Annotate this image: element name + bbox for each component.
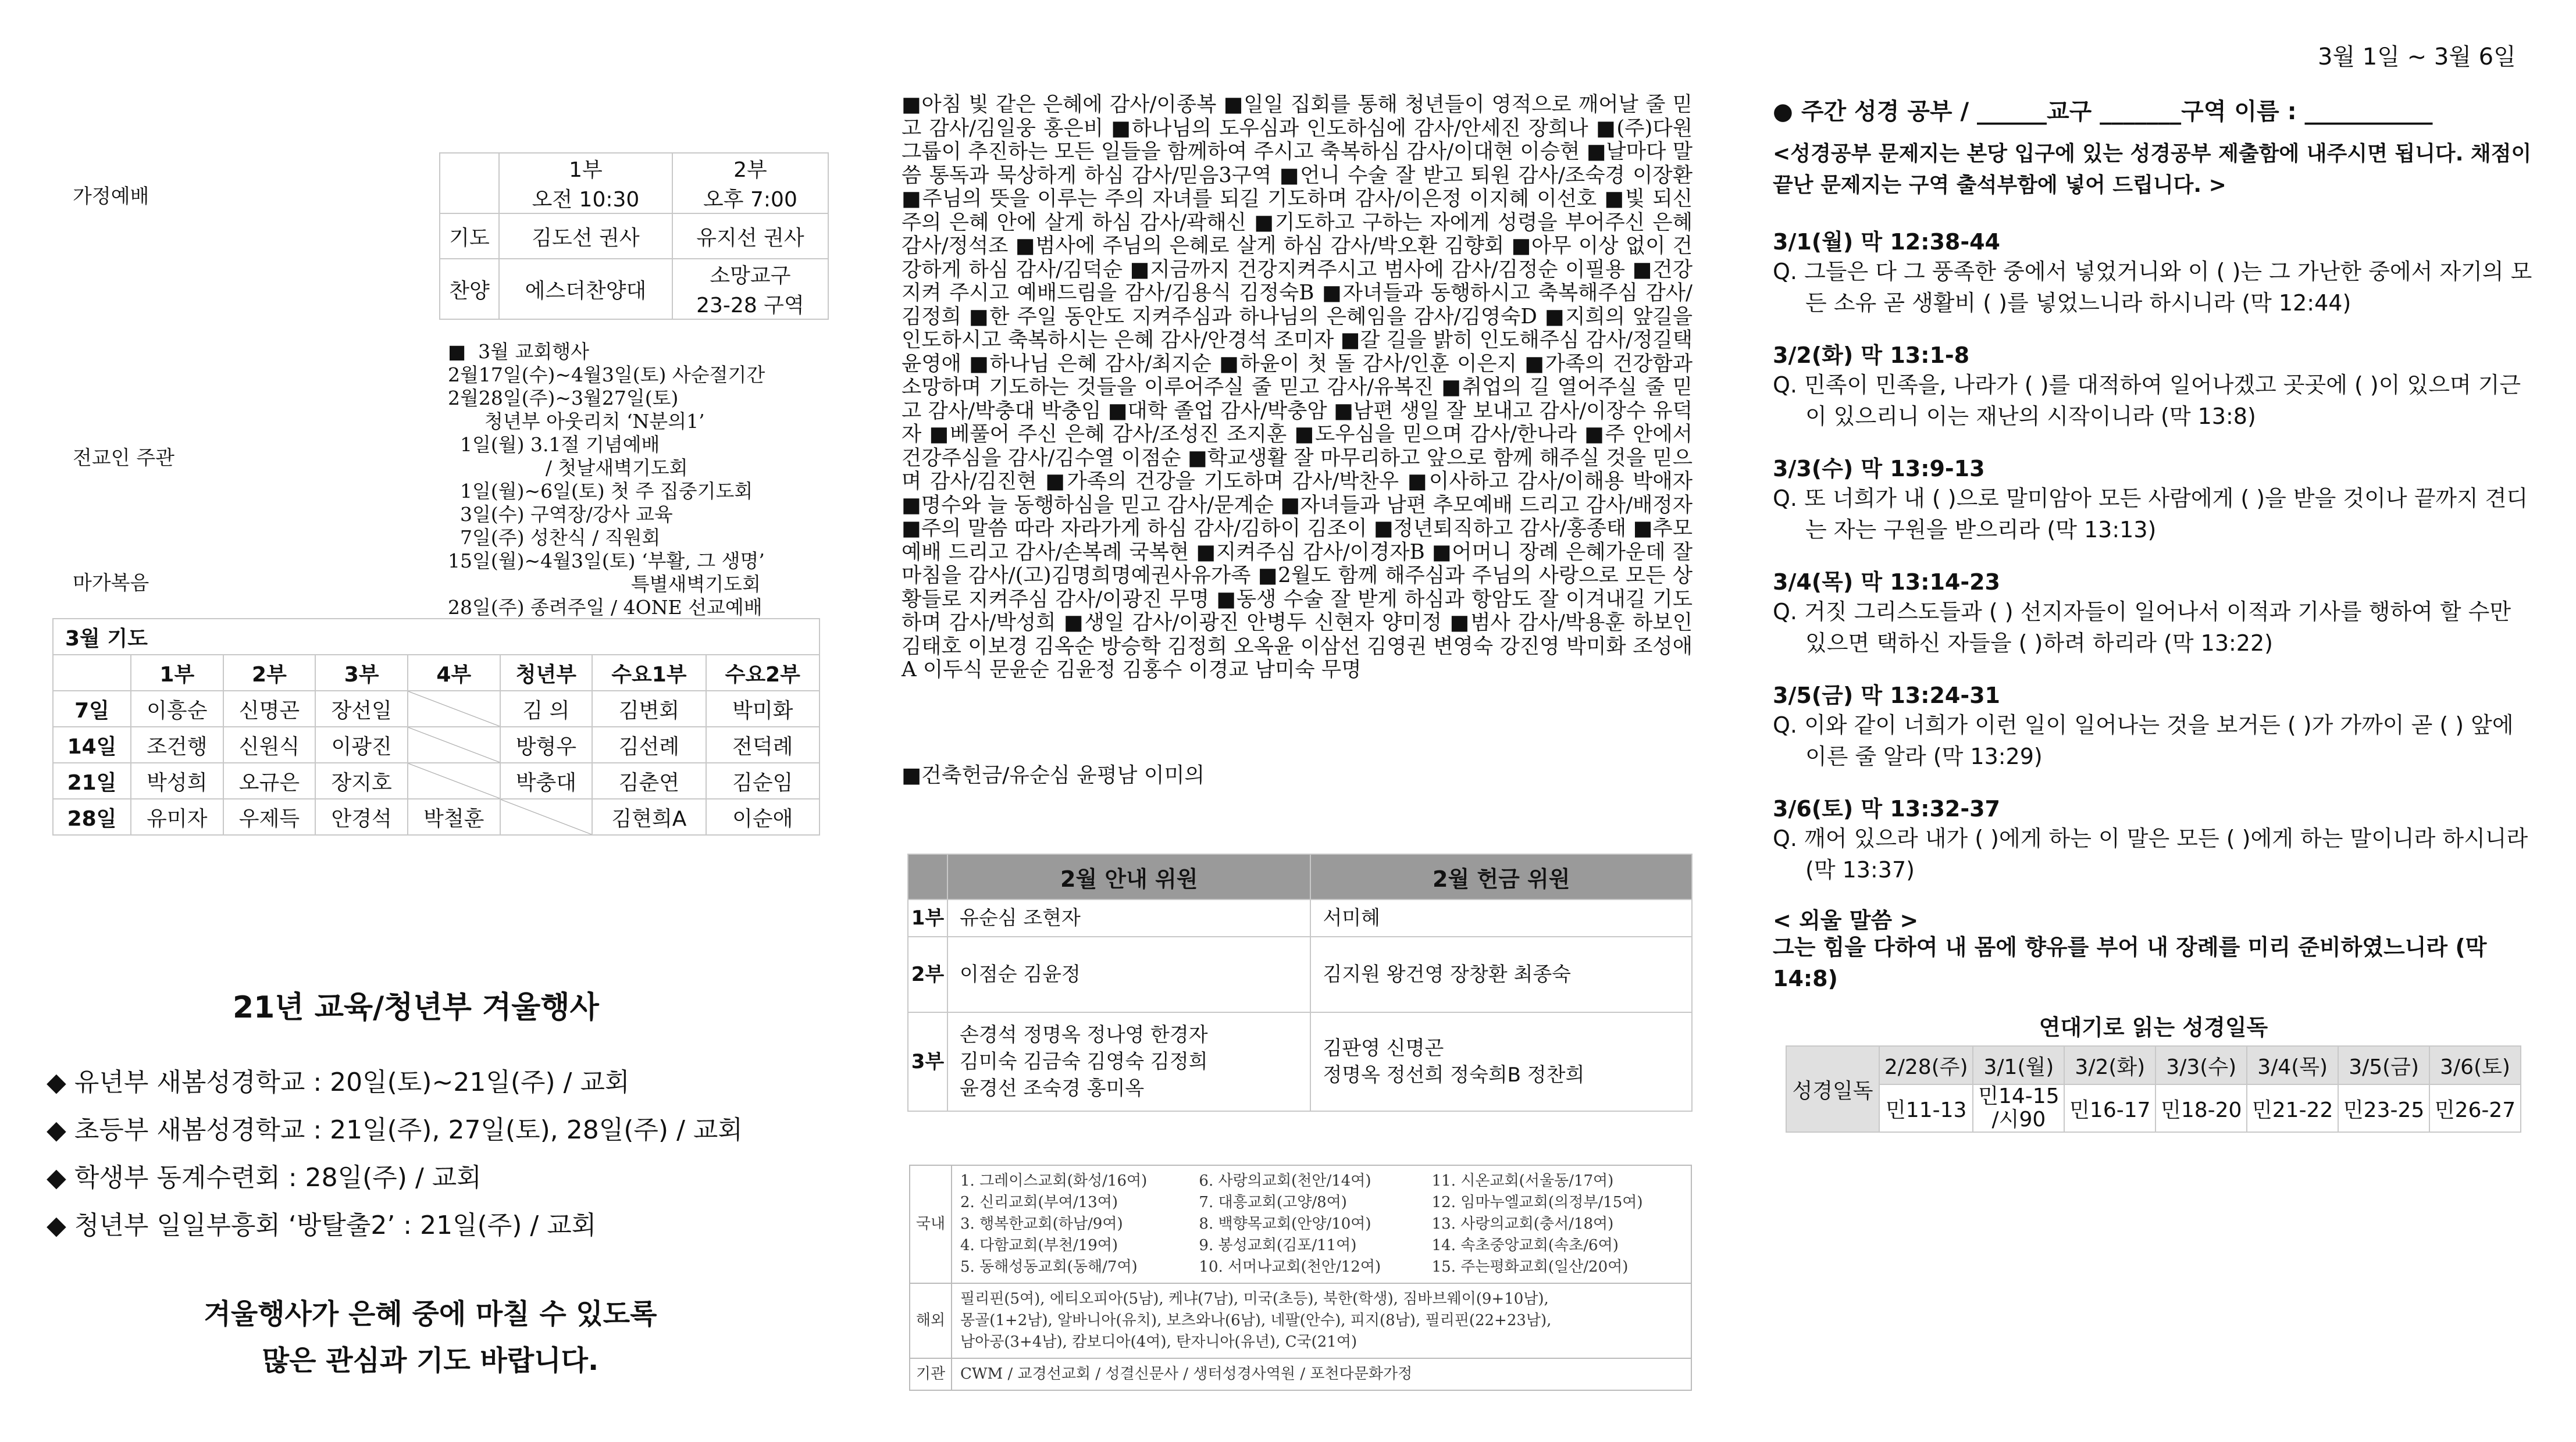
prayer-cell: 신명곤 [223,691,316,727]
diamond-bullet-icon: ◆ [47,1115,74,1145]
chrono-date: 2/28(주) [1879,1046,1973,1084]
thanksgiving-list: ■아침 빛 같은 은혜에 감사/이종복 ■일일 집회를 통해 청년들이 영적으로 깨어날 줄 믿고 감사/김일웅 홍은비 ■하나님의 도우심과 인도하심에 감사/안세진 장희나 ■(주)다원그룹이 추진하는 모든 일들을 함께하여 주시고 축복하심 감사/이대현 이승현 ■날마다 말씀 통독과 묵상하게 하심 감사/믿음3구역 ■언니 수술 잘 받고 퇴원 감사/조숙경 이장환 ■주님의 뜻을 이루는 주의 자녀를 되길 기도하며 감사/이은정 이지혜 이선호 ■빛 되신 주의 은혜 안에 살게 하심 감사/곽해신 ■기도하고 구하는 자에게 성령을 부어주신 은혜 감사/정석조 ■범사에 주님의 은혜로 살게 하심 감사/박오환 김향회 ■아무 이상 없이 건강하게 하심 감사/김덕순 ■지금까지 건강지켜주시고 범사에 감사/김정순 이필용 ■건강지켜 주시고 예배드림을 감사/김용식 김정숙B ■자녀들과 동행하시고 축복해주심 감사/김정희 ■한 주일 동안도 지켜주심과 하나님의 은혜임을 감사/김영숙D ■지희의 앞길을 인도하시고 축복하시는 은혜 감사/안경석 조미자 ■갈 길을 밝히 인도해주심 감사/정길택 윤영애 ■하나님 은혜 감사/최지순 ■하윤이 첫 돌 감사/인훈 이은지 ■가족의 건강함과 소망하며 기도하는 것들을 이루어주실 줄 믿고 감사/유복진 ■취업의 길 열어주실 줄 믿고 감사/박충대 박충임 ■대학 졸업 감사/박충암 ■남편 생일 잘 보내고 감사/이장수 유덕자 ■베풀어 주신 은혜 감사/조성진 조지훈 ■도우심을 믿으며 감사/한나라 ■주 안에서 건강주심을 감사/김수열 이점순 ■학교생활 잘 마무리하고 앞으로 함께 해주실 것을 믿으며 감사/김진현 ■가족의 건강을 기도하며 감사/박찬우 ■이사하고 감사/이해용 박애자 ■명수와 늘 동행하심을 믿고 감사/문계순 ■자녀들과 남편 추모예배 드리고 감사/배정자 ■주의 말씀 따라 자라가게 하심 감사/김하이 김조이 ■정년퇴직하고 감사/홍종태 ■추모예배 드리고 감사/손복례 국복현 ■지켜주심 감사/이경자B ■어머니 장례 은혜가운데 잘 마침을 감사/(고)김명희명예권사유가족 ■2월도 함께 해주심과 주님의 사랑으로 모든 상황들로 지켜주심 감사/이광진 무명 ■동생 수술 잘 받게 하심과 항암도 잘 이겨내길 기도하며 감사/박성희 ■생일 감사/이광진 안병두 신현자 양미정 ■범사 감사/박용훈 하보인 김태호 이보경 김옥순 방승학 김정희 오옥윤 이삼선 김영권 변영숙 강진영 박미화 조성애A 이두식 문윤순 김윤정 김홍수 이경교 남미숙 무명 [902,92,1693,681]
mission-category: 해외 [910,1283,952,1358]
memory-verse-title: < 외울 말씀 > [1773,908,1919,933]
prayer-empty-cell [408,691,500,727]
prayer-cell: 김선례 [592,727,706,763]
prayer-cell: 이광진 [315,727,408,763]
worship-role: 기도 [440,213,499,259]
prayer-cell: 방형우 [500,727,593,763]
prayer-date: 21일 [53,763,131,799]
prayer-empty-cell [408,727,500,763]
mission-domestic-col: 11. 시온교회(서울동/17여) 12. 임마누엘교회(의정부/15여) 13. 사랑의교회(충서/18여) 14. 속초중앙교회(속초/6여) 15. 주는평화교회(일산/20여) [1424,1165,1691,1283]
worship-col2-time: 오후 7:00 [703,188,797,212]
diamond-bullet-icon: ◆ [47,1163,74,1193]
duty-row-label: 3부 [908,1012,947,1111]
duty-guide-cell: 유순심 조현자 [947,900,1310,937]
prayer-cell: 조건행 [131,727,223,763]
prayer-cell: 유미자 [131,799,223,835]
worship-col1-label: 1부 [569,158,603,182]
prayer-cell: 우제득 [223,799,316,835]
duty-guide-cell: 이점순 김윤정 [947,937,1310,1012]
chrono-date: 3/1(월) [1973,1046,2064,1084]
home-worship-label: 가정예배 [73,185,149,208]
duty-header-guide: 2월 안내 위원 [947,854,1310,900]
mission-category: 기관 [910,1358,952,1390]
worship-cell: 유지선 권사 [672,213,828,259]
list-item [1773,224,2535,337]
chrono-reading: 민18-20 [2155,1084,2247,1132]
evangelist-label: 전교인 주관 [73,447,175,470]
mission-category: 국내 [910,1165,952,1283]
march-prayer-table [52,618,820,836]
church-events: ■ 3월 교회행사 2월17일(수)~4월3일(토) 사순절기간 2월28일(주)~3월27일(토) 청년부 아웃리치 ‘N분의1’ 1일(월) 3.1절 기념예배 / 첫날새벽기도회 1일(월)~6일(토) 첫 주 집중기도회 3일(수) 구역장/강사 교육 7일(주) 성찬식 / 직원회 15일(월)~4월3일(토) ‘부활, 그 생명’ 특별새벽기도회 28일(주) 종려주일 / 4ONE 선교예배 [448,340,765,619]
study-day-title: 3/6(토) 막 13:32-37 [1773,796,2000,822]
worship-cell: 김도선 권사 [499,213,672,259]
left-column [41,0,843,1442]
chrono-date: 3/4(목) [2247,1046,2338,1084]
prayer-date: 28일 [53,799,131,835]
prayer-cell: 전덕례 [706,727,820,763]
prayer-cell: 박철훈 [408,799,500,835]
prayer-cell: 안경석 [315,799,408,835]
mission-institutions: CWM / 교경선교회 / 성결신문사 / 생터성경사역원 / 포천다문화가정 [952,1358,1691,1390]
duty-row-label: 2부 [908,937,947,1012]
prayer-cell: 장지호 [315,763,408,799]
prayer-empty-cell [408,763,500,799]
prayer-row [53,727,820,763]
date-range: 3월 1일 ~ 3월 6일 [2318,44,2516,70]
prayer-cell: 박성희 [131,763,223,799]
duty-guide-cell: 손경석 정명옥 정나영 한경자 김미숙 김금숙 김영숙 김정희 윤경선 조숙경 홍미옥 [947,1012,1310,1111]
worship-col2-label: 2부 [733,158,767,182]
prayer-cell: 오규은 [223,763,316,799]
list-item [1773,564,2535,677]
study-question: Q. 그들은 다 그 풍족한 중에서 넣었거니와 이 ( )는 그 가난한 중에서 자기의 모든 소유 곧 생활비 ( )를 넣었느니라 하시니라 (막 12:44) [1773,259,2532,316]
duty-offering-cell: 서미혜 [1310,900,1692,937]
prayer-cell: 장선일 [315,691,408,727]
prayer-cell: 박미화 [706,691,820,727]
duty-offering-cell: 김판영 신명곤 정명옥 정선희 정숙희B 정찬희 [1310,1012,1692,1111]
chrono-date: 3/3(수) [2155,1046,2247,1084]
mark-gospel-label: 마가복음 [73,572,149,595]
list-item: ◆ 초등부 새봄성경학교 : 21일(주), 27일(토), 28일(주) / 교회 [47,1115,743,1145]
prayer-title: 3월 기도 [53,619,820,655]
worship-cell: 소망교구 [710,264,791,288]
study-day-title: 3/5(금) 막 13:24-31 [1773,683,2000,708]
study-day-title: 3/2(화) 막 13:1-8 [1773,342,1970,368]
prayer-header: 수요2부 [706,655,820,691]
list-item: ◆ 학생부 동계수련회 : 28일(주) / 교회 [47,1163,482,1193]
list-item [1773,791,2535,898]
study-question: Q. 민족이 민족을, 나라가 ( )를 대적하여 일어나겠고 곳곳에 ( )이 있으며 기근이 있으리니 이는 재난의 시작이니라 (막 13:8) [1773,372,2521,429]
mission-overseas: 필리핀(5여), 에티오피아(5남), 케냐(7남), 미국(초등), 북한(학생), 짐바브웨이(9+10남), 몽골(1+2남), 알바니아(유치), 보츠와나(6남), 네팔(안수), 피지(8남), 필리핀(22+23남), 남아공(3+4남), 캄보디아(4여), 탄자니아(유년), C국(21여) [952,1283,1691,1358]
winter-events-title: 21년 교육/청년부 겨울행사 [233,990,599,1025]
prayer-header: 청년부 [500,655,593,691]
prayer-header: 수요1부 [592,655,706,691]
chrono-reading: 민21-22 [2247,1084,2338,1132]
study-question: Q. 이와 같이 너희가 이런 일이 일어나는 것을 보거든 ( )가 가까이 곧 ( ) 앞에 이른 줄 알라 (막 13:29) [1773,712,2514,769]
duty-header-offering: 2월 헌금 위원 [1310,854,1692,900]
prayer-cell: 김현희A [592,799,706,835]
prayer-cell: 김 의 [500,691,593,727]
study-day-title: 3/3(수) 막 13:9-13 [1773,456,1985,481]
chrono-reading: 민16-17 [2064,1084,2155,1132]
prayer-empty-cell [500,799,593,835]
prayer-header: 3부 [315,655,408,691]
duty-row-label: 1부 [908,900,947,937]
study-notice: <성경공부 문제지는 본당 입구에 있는 성경공부 제출함에 내주시면 됩니다. 채점이 끝난 문제지는 구역 출석부함에 넣어 드립니다. > [1773,142,2532,197]
prayer-date: 14일 [53,727,131,763]
prayer-cell: 신원식 [223,727,316,763]
chrono-reading-title: 연대기로 읽는 성경일독 [2039,1015,2268,1040]
mission-support-table [909,1165,1692,1391]
study-questions [1773,224,2535,898]
list-item: ◆ 유년부 새봄성경학교 : 20일(토)~21일(주) / 교회 [47,1068,630,1097]
list-item [1773,337,2535,451]
chrono-date: 3/6(토) [2429,1046,2521,1084]
prayer-cell: 이순애 [706,799,820,835]
list-item [1773,451,2535,564]
memory-verse: 그는 힘을 다하여 내 몸에 향유를 부어 내 장례를 미리 준비하였느니라 (막 14:8) [1773,934,2487,991]
mission-domestic-col: 1. 그레이스교회(화성/16여) 2. 신리교회(부여/13여) 3. 행복한교회(하남/9여) 4. 다함교회(부천/19여) 5. 동해성동교회(동해/7여) [952,1165,1191,1283]
chrono-reading: 민11-13 [1879,1084,1973,1132]
prayer-row [53,799,820,835]
prayer-header: 2부 [223,655,316,691]
duty-committee-table [907,854,1693,1112]
chrono-side-label: 성경일독 [1786,1046,1879,1132]
prayer-cell: 김변회 [592,691,706,727]
study-question: Q. 거짓 그리스도들과 ( ) 선지자들이 일어나서 이적과 기사를 행하여 할 수만 있으면 택하신 자들을 ( )하려 하리라 (막 13:22) [1773,599,2511,656]
list-item: ◆ 청년부 일일부흥회 ‘방탈출2’ : 21일(주) / 교회 [47,1211,597,1240]
duty-offering-cell: 김지원 왕건영 장창환 최종숙 [1310,937,1692,1012]
prayer-header: 4부 [408,655,500,691]
chrono-date: 3/5(금) [2338,1046,2429,1084]
prayer-cell: 박충대 [500,763,593,799]
diamond-bullet-icon: ◆ [47,1211,74,1240]
prayer-cell: 이흥순 [131,691,223,727]
mission-domestic-col: 6. 사랑의교회(천안/14여) 7. 대흥교회(고양/8여) 8. 백향목교회(안양/10여) 9. 봉성교회(김포/11여) 10. 서머나교회(천안/12여) [1191,1165,1423,1283]
prayer-row [53,691,820,727]
worship-cell: 23-28 구역 [696,294,804,317]
study-day-title: 3/1(월) 막 12:38-44 [1773,229,2000,255]
diamond-bullet-icon: ◆ [47,1068,74,1097]
worship-schedule-table [439,152,829,320]
chrono-reading-table [1786,1045,2521,1133]
worship-col1-time: 오전 10:30 [532,188,640,212]
study-day-title: 3/4(목) 막 13:14-23 [1773,569,2000,595]
worship-role: 찬양 [440,259,499,319]
bible-study-header: ● 주간 성경 공부 / ______교구 _______구역 이름 : ___________ [1773,98,2433,125]
chrono-reading: 민23-25 [2338,1084,2429,1132]
winter-closing: 겨울행사가 은혜 중에 마칠 수 있도록 많은 관심과 기도 바랍니다. [204,1298,657,1377]
chrono-reading: 민26-27 [2429,1084,2521,1132]
winter-events-list [47,1065,743,1243]
prayer-cell: 김순임 [706,763,820,799]
study-question: Q. 깨어 있으라 내가 ( )에게 하는 이 말은 모든 ( )에게 하는 말이니라 하시니라 (막 13:37) [1773,826,2528,883]
prayer-cell: 김춘연 [592,763,706,799]
chrono-date: 3/2(화) [2064,1046,2155,1084]
study-question: Q. 또 너희가 내 ( )으로 말미암아 모든 사람에게 ( )을 받을 것이나 끝까지 견디는 자는 구원을 받으리라 (막 13:13) [1773,486,2528,542]
prayer-date: 7일 [53,691,131,727]
list-item [1773,677,2535,791]
prayer-header: 1부 [131,655,223,691]
building-offering: ■건축헌금/유순심 윤평남 이미의 [902,763,1205,787]
prayer-row [53,763,820,799]
worship-cell: 에스더찬양대 [499,259,672,319]
chrono-reading: 민14-15 /시90 [1973,1084,2064,1132]
